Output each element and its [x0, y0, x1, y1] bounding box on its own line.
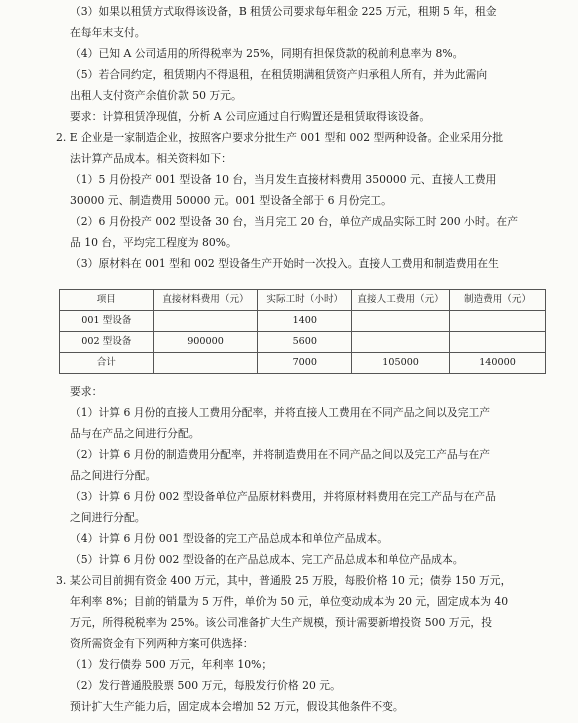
- table-cell: [450, 311, 546, 332]
- p2-req-3b: 之间进行分配。: [70, 511, 146, 524]
- p3-line-4: 资所需资金有下列两种方案可供选择：: [70, 637, 254, 650]
- p1-line-1: （3）如果以租赁方式取得该设备，B 租赁公司要求每年租金 225 万元，租期 5 年，租金: [70, 5, 497, 18]
- table-cell: [153, 311, 258, 332]
- table-cell: 合计: [60, 353, 154, 374]
- table-row: [60, 332, 546, 353]
- table-cell: [352, 311, 450, 332]
- p2-requirements-title: 要求：: [70, 385, 103, 398]
- p1-requirement: 要求：计算租赁净现值，分析 A 公司应通过自行购置还是租赁取得该设备。: [70, 110, 431, 123]
- table-cell: 001 型设备: [60, 311, 154, 332]
- table-header-cell: 直接材料费用（元）: [153, 290, 258, 311]
- p1-line-3: （4）已知 A 公司适用的所得税率为 25%，同期有担保贷款的税前利息率为 8%。: [70, 47, 464, 60]
- p2-line-1: 2. E 企业是一家制造企业，按照客户要求分批生产 001 型和 002 型两种设备。企业采用分批: [56, 131, 504, 144]
- table-cell: 7000: [258, 353, 352, 374]
- table-header-cell: 制造费用（元）: [450, 290, 546, 311]
- cost-table: [59, 289, 546, 374]
- p1-line-2: 在每年末支付。: [70, 26, 146, 39]
- p2-line-3: （1）5 月份投产 001 型设备 10 台，当月发生直接材料费用 350000 元、直接人工费用: [70, 173, 497, 186]
- table-cell: [352, 332, 450, 353]
- table-header-row: [60, 290, 546, 311]
- p3-line-2: 年利率 8%；目前的销量为 5 万件，单价为 50 元，单位变动成本为 20 元，固定成本为 40: [70, 595, 509, 608]
- table-header-cell: 项目: [60, 290, 154, 311]
- p3-line-6: （2）发行普通股股票 500 万元，每股发行价格 20 元。: [70, 679, 341, 692]
- table-cell: 5600: [258, 332, 352, 353]
- p3-line-5: （1）发行债券 500 万元，年利率 10%；: [70, 658, 273, 671]
- p2-req-3a: （3）计算 6 月份 002 型设备单位产品原材料费用，并将原材料费用在完工产品与在产品: [70, 490, 496, 503]
- p2-req-4: （4）计算 6 月份 001 型设备的完工产品总成本和单位产品成本。: [70, 532, 388, 545]
- p2-line-6: 品 10 台，平均完工程度为 80%。: [70, 236, 237, 249]
- p1-line-4: （5）若合同约定，租赁期内不得退租，在租赁期满租赁资产归承租人所有，并为此需向: [70, 68, 488, 81]
- table-cell: 140000: [450, 353, 546, 374]
- table-cell: [153, 353, 258, 374]
- p2-line-7: （3）原材料在 001 型和 002 型设备生产开始时一次投入。直接人工费用和制造费用在生: [70, 257, 499, 270]
- p2-line-5: （2）6 月份投产 002 型设备 30 台，当月完工 20 台，单位产成品实际工时 200 小时。在产: [70, 215, 519, 228]
- table-header-cell: 直接人工费用（元）: [352, 290, 450, 311]
- p2-req-1b: 品与在产品之间进行分配。: [70, 427, 200, 440]
- p1-line-5: 出租人支付资产余值价款 50 万元。: [70, 89, 242, 102]
- table-row: [60, 353, 546, 374]
- p2-req-5: （5）计算 6 月份 002 型设备的在产品总成本、完工产品总成本和单位产品成本。: [70, 553, 464, 566]
- p2-req-2a: （2）计算 6 月份的制造费用分配率，并将制造费用在不同产品之间以及完工产品与在产: [70, 448, 491, 461]
- p2-line-2: 法计算产品成本。相关资料如下：: [70, 152, 232, 165]
- table-header-cell: 实际工时（小时）: [258, 290, 352, 311]
- table-cell: [450, 332, 546, 353]
- table-cell: 900000: [153, 332, 258, 353]
- table-cell: 002 型设备: [60, 332, 154, 353]
- table-cell: 1400: [258, 311, 352, 332]
- p3-line-3: 万元，所得税税率为 25%。该公司准备扩大生产规模，预计需要新增投资 500 万元，投: [70, 616, 492, 629]
- table-row: [60, 311, 546, 332]
- p2-line-4: 30000 元、制造费用 50000 元。001 型设备全部于 6 月份完工。: [70, 194, 392, 207]
- p2-req-2b: 品之间进行分配。: [70, 469, 157, 482]
- p2-req-1a: （1）计算 6 月份的直接人工费用分配率，并将直接人工费用在不同产品之间以及完工产: [70, 406, 491, 419]
- p3-line-7: 预计扩大生产能力后，固定成本会增加 52 万元，假设其他条件不变。: [70, 700, 404, 713]
- p3-line-1: 3. 某公司目前拥有资金 400 万元，其中，普通股 25 万股，每股价格 10 元；债券 150 万元，: [56, 574, 512, 587]
- table-cell: 105000: [352, 353, 450, 374]
